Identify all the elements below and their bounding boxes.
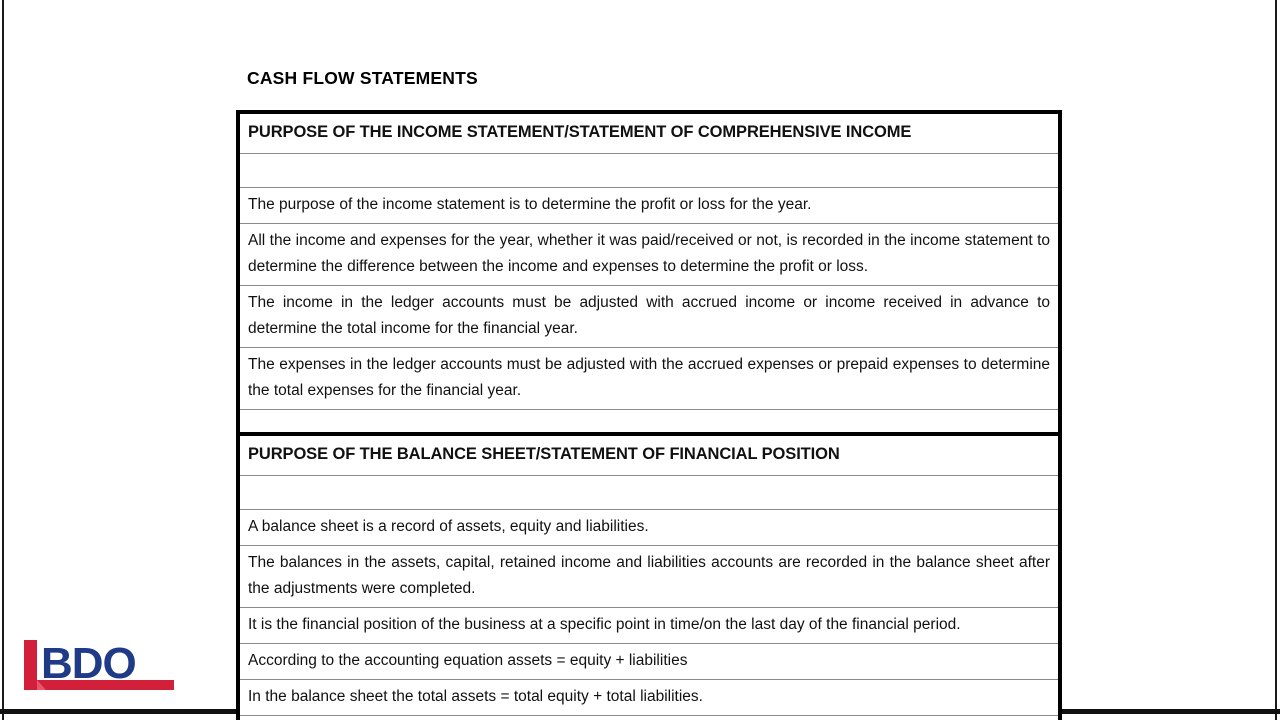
table-text-cell: In the balance sheet the total assets = total equity + total liabilities. (240, 679, 1058, 715)
bdo-logo-graphic (24, 638, 184, 696)
table-row (240, 679, 1058, 715)
table-text-cell: The balances in the assets, capital, retained income and liabilities accounts are recorded in the balance sheet after the adjustments were completed. (240, 545, 1058, 607)
table-row (240, 715, 1058, 720)
income-statement-table (236, 110, 1062, 447)
table-text-cell: The expenses in the ledger accounts must be adjusted with the accrued expenses or prepaid expenses to determine the total expenses for the financial year. (240, 347, 1058, 409)
table-text-cell: It is the financial position of the business at a specific point in time/on the last day of the financial period. (240, 607, 1058, 643)
table-row (240, 509, 1058, 545)
bdo-logo (24, 638, 184, 696)
table-row (240, 187, 1058, 223)
table-row (240, 285, 1058, 347)
table-heading-cell: PURPOSE OF THE BALANCE SHEET/STATEMENT OF FINANCIAL POSITION (240, 436, 1058, 475)
table-row (240, 545, 1058, 607)
table-heading-cell: PURPOSE OF THE INCOME STATEMENT/STATEMENT OF COMPREHENSIVE INCOME (240, 114, 1058, 153)
table-row (240, 114, 1058, 153)
page-edge-rule-left (2, 0, 4, 720)
table-row (240, 643, 1058, 679)
table-text-cell: All the income and expenses for the year, whether it was paid/received or not, is recorded in the income statement to determine the difference between the income and expenses to determine the profit or loss. (240, 223, 1058, 285)
table-row (240, 475, 1058, 509)
table-row (240, 436, 1058, 475)
table-text-cell: The income in the ledger accounts must be adjusted with accrued income or income received in advance to determine the total income for the financial year. (240, 285, 1058, 347)
table-text-cell: According to the accounting equation assets = equity + liabilities (240, 643, 1058, 679)
table-spacer-cell (240, 475, 1058, 509)
table-text-cell: A balance sheet is a record of assets, equity and liabilities. (240, 509, 1058, 545)
income-statement-grid (240, 114, 1058, 443)
page-title: CASH FLOW STATEMENTS (247, 68, 478, 88)
table-text-cell: The purpose of the income statement is to determine the profit or loss for the year. (240, 187, 1058, 223)
table-row (240, 153, 1058, 187)
balance-sheet-grid (240, 436, 1058, 720)
table-row (240, 607, 1058, 643)
bdo-wordmark: BDO (41, 639, 136, 688)
table-row (240, 347, 1058, 409)
page-edge-rule-right (1275, 0, 1277, 720)
table-spacer-cell (240, 153, 1058, 187)
balance-sheet-table (236, 432, 1062, 720)
table-spacer-cell (240, 715, 1058, 720)
table-row (240, 223, 1058, 285)
